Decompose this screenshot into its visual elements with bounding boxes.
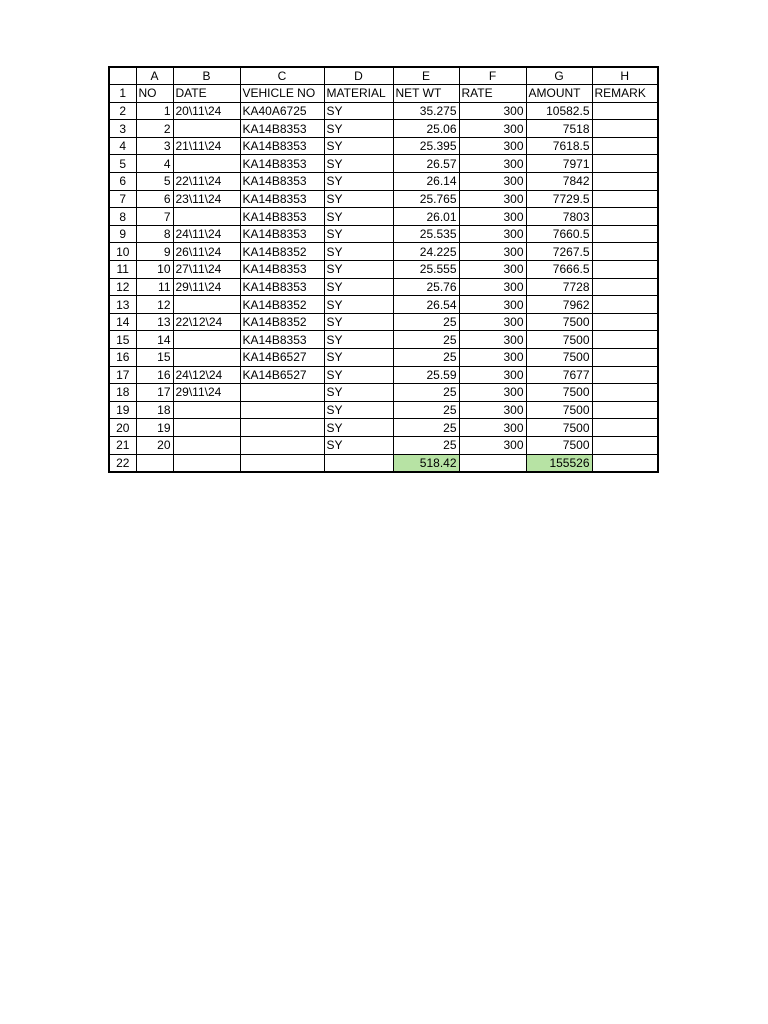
cell-remark[interactable]	[592, 137, 658, 155]
cell-amount[interactable]: 7728	[526, 278, 592, 296]
cell-rate[interactable]: 300	[459, 384, 526, 402]
cell-vehicle[interactable]: KA14B8353	[240, 190, 324, 208]
cell-no[interactable]: 19	[136, 419, 173, 437]
cell-amount[interactable]: 7500	[526, 401, 592, 419]
column-header-a[interactable]: A	[136, 67, 173, 85]
table-row	[109, 331, 658, 349]
table-row	[109, 401, 658, 419]
cell-vehicle[interactable]: KA14B8353	[240, 331, 324, 349]
cell-amount[interactable]: 7500	[526, 419, 592, 437]
cell-vehicle[interactable]: KA14B8352	[240, 313, 324, 331]
table-row	[109, 208, 658, 226]
cell-net-wt[interactable]: 26.01	[393, 208, 459, 226]
cell-net-wt[interactable]: 25	[393, 349, 459, 367]
header-cell[interactable]: DATE	[173, 85, 240, 103]
cell-net-wt[interactable]: 25	[393, 313, 459, 331]
table-row	[109, 190, 658, 208]
cell-amount[interactable]: 7660.5	[526, 225, 592, 243]
cell-rate[interactable]: 300	[459, 243, 526, 261]
cell-rate[interactable]: 300	[459, 366, 526, 384]
row-number[interactable]: 21	[109, 436, 136, 454]
cell-amount[interactable]: 7500	[526, 313, 592, 331]
column-header-e[interactable]: E	[393, 67, 459, 85]
cell-net-wt[interactable]: 25.765	[393, 190, 459, 208]
cell-amount[interactable]: 7962	[526, 296, 592, 314]
cell-date[interactable]	[173, 436, 240, 454]
row-number[interactable]: 20	[109, 419, 136, 437]
cell-vehicle[interactable]: KA14B8352	[240, 243, 324, 261]
row-number[interactable]: 4	[109, 137, 136, 155]
cell-net-wt[interactable]: 25.06	[393, 120, 459, 138]
table-row	[109, 173, 658, 191]
cell-net-wt[interactable]: 25	[393, 384, 459, 402]
cell-vehicle[interactable]: KA14B8353	[240, 155, 324, 173]
table-row	[109, 243, 658, 261]
header-row	[109, 85, 658, 103]
cell-vehicle[interactable]: KA14B8353	[240, 208, 324, 226]
header-cell[interactable]: MATERIAL	[324, 85, 393, 103]
cell-no[interactable]: 10	[136, 261, 173, 279]
cell-vehicle[interactable]	[240, 384, 324, 402]
cell-rate[interactable]: 300	[459, 137, 526, 155]
cell-vehicle[interactable]	[240, 419, 324, 437]
cell-vehicle[interactable]: KA14B8353	[240, 278, 324, 296]
cell-material[interactable]: SY	[324, 120, 393, 138]
cell-net-wt[interactable]: 24.225	[393, 243, 459, 261]
cell-no[interactable]: 18	[136, 401, 173, 419]
cell-rate[interactable]: 300	[459, 190, 526, 208]
cell-date[interactable]: 23\11\24	[173, 190, 240, 208]
cell-remark[interactable]	[592, 225, 658, 243]
table-row	[109, 313, 658, 331]
cell-date[interactable]: 22\12\24	[173, 313, 240, 331]
cell-no[interactable]: 4	[136, 155, 173, 173]
table-row	[109, 278, 658, 296]
cell-date[interactable]: 20\11\24	[173, 102, 240, 120]
cell-date[interactable]	[173, 120, 240, 138]
cell-no[interactable]: 9	[136, 243, 173, 261]
cell-rate[interactable]: 300	[459, 401, 526, 419]
row-number[interactable]: 16	[109, 349, 136, 367]
column-letter-row	[109, 67, 658, 85]
cell-date[interactable]: 26\11\24	[173, 243, 240, 261]
cell-amount[interactable]: 7971	[526, 155, 592, 173]
cell-vehicle[interactable]: KA14B8353	[240, 137, 324, 155]
cell-amount[interactable]: 7518	[526, 120, 592, 138]
cell-net-wt[interactable]: 25	[393, 436, 459, 454]
row-number[interactable]: 13	[109, 296, 136, 314]
cell-vehicle[interactable]: KA40A6725	[240, 102, 324, 120]
cell-material[interactable]: SY	[324, 261, 393, 279]
row-number[interactable]: 1	[109, 85, 136, 103]
cell-remark[interactable]	[592, 190, 658, 208]
row-number[interactable]: 12	[109, 278, 136, 296]
total-amount[interactable]: 155526	[526, 454, 592, 472]
cell-remark[interactable]	[592, 102, 658, 120]
cell-material[interactable]: SY	[324, 102, 393, 120]
header-cell[interactable]: AMOUNT	[526, 85, 592, 103]
cell-no[interactable]: 8	[136, 225, 173, 243]
table-row	[109, 419, 658, 437]
cell-no[interactable]: 2	[136, 120, 173, 138]
cell-date[interactable]	[173, 401, 240, 419]
cell-date[interactable]: 27\11\24	[173, 261, 240, 279]
cell-no[interactable]: 11	[136, 278, 173, 296]
header-cell[interactable]: REMARK	[592, 85, 658, 103]
column-header-g[interactable]: G	[526, 67, 592, 85]
cell-material[interactable]: SY	[324, 173, 393, 191]
cell-rate[interactable]: 300	[459, 208, 526, 226]
cell-remark[interactable]	[592, 243, 658, 261]
table-row	[109, 155, 658, 173]
cell-amount[interactable]: 7500	[526, 331, 592, 349]
cell-vehicle[interactable]: KA14B8353	[240, 173, 324, 191]
cell-material[interactable]: SY	[324, 296, 393, 314]
column-header-d[interactable]: D	[324, 67, 393, 85]
table-row	[109, 120, 658, 138]
cell-remark[interactable]	[592, 278, 658, 296]
cell-rate[interactable]: 300	[459, 296, 526, 314]
row-number[interactable]: 11	[109, 261, 136, 279]
cell-material[interactable]: SY	[324, 366, 393, 384]
table-row	[109, 137, 658, 155]
cell-remark[interactable]	[592, 401, 658, 419]
column-header-c[interactable]: C	[240, 67, 324, 85]
header-cell[interactable]: RATE	[459, 85, 526, 103]
row-number[interactable]: 17	[109, 366, 136, 384]
cell-date[interactable]: 29\11\24	[173, 278, 240, 296]
cell-no[interactable]: 20	[136, 436, 173, 454]
cell-rate[interactable]: 300	[459, 102, 526, 120]
row-number[interactable]: 5	[109, 155, 136, 173]
cell-amount[interactable]: 7500	[526, 384, 592, 402]
cell-material[interactable]: SY	[324, 313, 393, 331]
cell-remark[interactable]	[592, 313, 658, 331]
table-row	[109, 349, 658, 367]
row-number[interactable]: 6	[109, 173, 136, 191]
row-number[interactable]: 8	[109, 208, 136, 226]
cell-net-wt[interactable]: 26.14	[393, 173, 459, 191]
cell-no[interactable]: 3	[136, 137, 173, 155]
cell-remark[interactable]	[592, 155, 658, 173]
cell-remark[interactable]	[592, 349, 658, 367]
cell-net-wt[interactable]: 26.57	[393, 155, 459, 173]
cell-no[interactable]: 16	[136, 366, 173, 384]
row-number[interactable]: 2	[109, 102, 136, 120]
cell-net-wt[interactable]: 25.395	[393, 137, 459, 155]
cell-no[interactable]: 14	[136, 331, 173, 349]
cell-no[interactable]: 7	[136, 208, 173, 226]
cell-date[interactable]: 21\11\24	[173, 137, 240, 155]
cell-net-wt[interactable]: 25	[393, 419, 459, 437]
header-cell[interactable]: NO	[136, 85, 173, 103]
header-cell[interactable]: NET WT	[393, 85, 459, 103]
cell-no[interactable]: 1	[136, 102, 173, 120]
cell-material[interactable]: SY	[324, 278, 393, 296]
cell-remark[interactable]	[592, 366, 658, 384]
cell-no[interactable]: 12	[136, 296, 173, 314]
cell-net-wt[interactable]: 25.76	[393, 278, 459, 296]
column-header-f[interactable]: F	[459, 67, 526, 85]
cell-amount[interactable]: 7500	[526, 349, 592, 367]
cell-net-wt[interactable]: 26.54	[393, 296, 459, 314]
table-row	[109, 102, 658, 120]
cell-material[interactable]: SY	[324, 137, 393, 155]
header-cell[interactable]: VEHICLE NO	[240, 85, 324, 103]
cell-rate[interactable]: 300	[459, 225, 526, 243]
cell-net-wt[interactable]: 25.535	[393, 225, 459, 243]
row-number[interactable]: 19	[109, 401, 136, 419]
cell-rate[interactable]: 300	[459, 261, 526, 279]
cell-material[interactable]: SY	[324, 419, 393, 437]
empty-cell[interactable]	[173, 454, 240, 472]
cell-remark[interactable]	[592, 331, 658, 349]
cell-rate[interactable]: 300	[459, 436, 526, 454]
cell-vehicle[interactable]: KA14B8353	[240, 120, 324, 138]
row-number[interactable]: 7	[109, 190, 136, 208]
cell-rate[interactable]: 300	[459, 349, 526, 367]
empty-cell[interactable]	[136, 454, 173, 472]
cell-amount[interactable]: 7729.5	[526, 190, 592, 208]
cell-material[interactable]: SY	[324, 331, 393, 349]
cell-date[interactable]	[173, 155, 240, 173]
totals-row	[109, 454, 658, 472]
cell-amount[interactable]: 10582.5	[526, 102, 592, 120]
cell-remark[interactable]	[592, 384, 658, 402]
cell-remark[interactable]	[592, 173, 658, 191]
cell-remark[interactable]	[592, 261, 658, 279]
cell-rate[interactable]: 300	[459, 331, 526, 349]
cell-material[interactable]: SY	[324, 401, 393, 419]
row-number[interactable]: 15	[109, 331, 136, 349]
cell-rate[interactable]: 300	[459, 120, 526, 138]
spreadsheet-grid	[108, 66, 659, 473]
cell-remark[interactable]	[592, 208, 658, 226]
row-number[interactable]: 22	[109, 454, 136, 472]
total-net-wt[interactable]: 518.42	[393, 454, 459, 472]
table-row	[109, 366, 658, 384]
column-header-h[interactable]: H	[592, 67, 658, 85]
table-row	[109, 436, 658, 454]
row-number[interactable]: 3	[109, 120, 136, 138]
cell-material[interactable]: SY	[324, 155, 393, 173]
empty-cell[interactable]	[459, 454, 526, 472]
table-row	[109, 384, 658, 402]
table-row	[109, 225, 658, 243]
cell-vehicle[interactable]: KA14B6527	[240, 349, 324, 367]
cell-net-wt[interactable]: 25	[393, 331, 459, 349]
table-row	[109, 261, 658, 279]
cell-amount[interactable]: 7267.5	[526, 243, 592, 261]
cell-material[interactable]: SY	[324, 349, 393, 367]
cell-net-wt[interactable]: 25.59	[393, 366, 459, 384]
cell-amount[interactable]: 7500	[526, 436, 592, 454]
cell-material[interactable]: SY	[324, 208, 393, 226]
cell-rate[interactable]: 300	[459, 313, 526, 331]
cell-date[interactable]: 24\12\24	[173, 366, 240, 384]
cell-material[interactable]: SY	[324, 436, 393, 454]
table-row	[109, 296, 658, 314]
cell-material[interactable]: SY	[324, 384, 393, 402]
row-number[interactable]: 10	[109, 243, 136, 261]
cell-rate[interactable]: 300	[459, 278, 526, 296]
row-number[interactable]: 18	[109, 384, 136, 402]
cell-material[interactable]: SY	[324, 225, 393, 243]
empty-cell[interactable]	[592, 454, 658, 472]
cell-remark[interactable]	[592, 436, 658, 454]
cell-no[interactable]: 15	[136, 349, 173, 367]
cell-date[interactable]: 22\11\24	[173, 173, 240, 191]
cell-remark[interactable]	[592, 296, 658, 314]
cell-vehicle[interactable]	[240, 401, 324, 419]
cell-material[interactable]: SY	[324, 243, 393, 261]
cell-vehicle[interactable]: KA14B8353	[240, 225, 324, 243]
cell-rate[interactable]: 300	[459, 419, 526, 437]
cell-amount[interactable]: 7666.5	[526, 261, 592, 279]
cell-net-wt[interactable]: 25.555	[393, 261, 459, 279]
cell-vehicle[interactable]: KA14B6527	[240, 366, 324, 384]
cell-vehicle[interactable]: KA14B8352	[240, 296, 324, 314]
cell-rate[interactable]: 300	[459, 155, 526, 173]
cell-material[interactable]: SY	[324, 190, 393, 208]
cell-date[interactable]: 29\11\24	[173, 384, 240, 402]
cell-rate[interactable]: 300	[459, 173, 526, 191]
row-number[interactable]: 14	[109, 313, 136, 331]
select-all-corner[interactable]	[109, 67, 136, 85]
row-number[interactable]: 9	[109, 225, 136, 243]
cell-net-wt[interactable]: 35.275	[393, 102, 459, 120]
cell-date[interactable]	[173, 349, 240, 367]
cell-amount[interactable]: 7618.5	[526, 137, 592, 155]
cell-net-wt[interactable]: 25	[393, 401, 459, 419]
cell-date[interactable]	[173, 296, 240, 314]
cell-remark[interactable]	[592, 120, 658, 138]
cell-date[interactable]	[173, 331, 240, 349]
cell-no[interactable]: 5	[136, 173, 173, 191]
cell-date[interactable]	[173, 208, 240, 226]
cell-date[interactable]: 24\11\24	[173, 225, 240, 243]
empty-cell[interactable]	[324, 454, 393, 472]
cell-no[interactable]: 6	[136, 190, 173, 208]
cell-vehicle[interactable]	[240, 436, 324, 454]
cell-date[interactable]	[173, 419, 240, 437]
column-header-b[interactable]: B	[173, 67, 240, 85]
cell-no[interactable]: 13	[136, 313, 173, 331]
cell-vehicle[interactable]: KA14B8353	[240, 261, 324, 279]
cell-no[interactable]: 17	[136, 384, 173, 402]
cell-amount[interactable]: 7842	[526, 173, 592, 191]
cell-remark[interactable]	[592, 419, 658, 437]
empty-cell[interactable]	[240, 454, 324, 472]
cell-amount[interactable]: 7677	[526, 366, 592, 384]
cell-amount[interactable]: 7803	[526, 208, 592, 226]
